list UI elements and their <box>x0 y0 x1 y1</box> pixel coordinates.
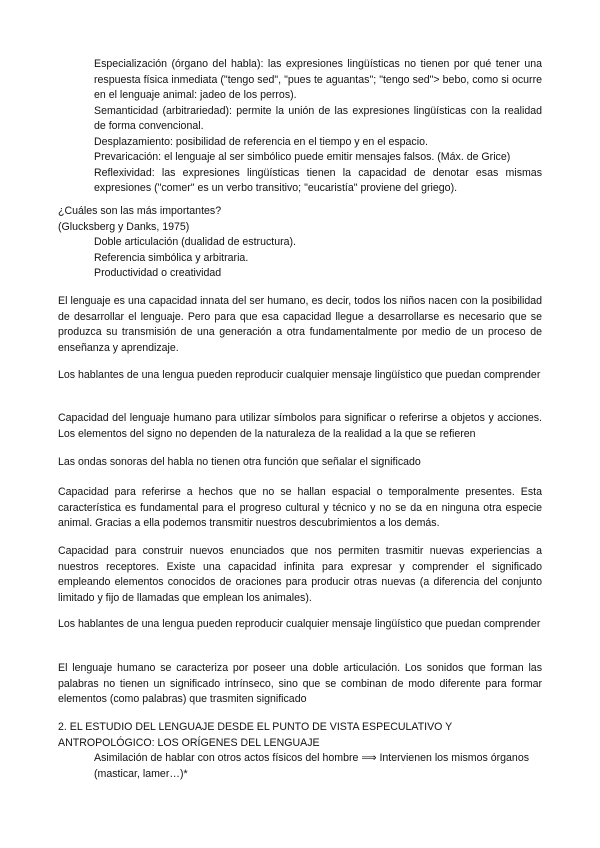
paragraph: El lenguaje es una capacidad innata del ser humano, es decir, todos los niños nacen con la posibilidad de desarrollar el lenguaje. Pero para que esa capacidad llegue a desarrollarse es necesario que se produzca su transmisión de una generación a otra fundamentalmente por medio de un proceso de enseñanza y aprendizaje. <box>58 295 542 354</box>
paragraph: Capacidad del lenguaje humano para utilizar símbolos para significar o referirse a objetos y acciones. Los elementos del signo no dependen de la naturaleza de la realidad a la que se refieren <box>58 412 542 440</box>
paragraph: El lenguaje humano se caracteriza por poseer una doble articulación. Los sonidos que forman las palabras no tienen un significado intrínseco, sino que se combinan de modo diferente para formar elementos (como palabras) que trasmiten significado <box>58 662 542 705</box>
paragraph: Los hablantes de una lengua pueden reproducir cualquier mensaje lingüístico que puedan comprender <box>58 618 541 630</box>
paragraph: Capacidad para construir nuevos enunciados que nos permiten trasmitir nuevas experiencias a nuestros receptores. Existe una capacidad infinita para expresar y comprender el significado empleando elementos conocidos de oraciones para producir otras nuevas (a diferencia del conjunto limitado y fijo de llamadas que emplean los animales). <box>58 545 542 604</box>
paragraph: Los hablantes de una lengua pueden reproducir cualquier mensaje lingüístico que puedan comprender <box>58 369 541 381</box>
final-item: Asimilación de hablar con otros actos físicos del hombre ⟹ Intervienen los mismos órganos (masticar, lamer…)* <box>94 752 530 780</box>
important-item: Referencia simbólica y arbitraria. <box>94 251 249 264</box>
citation: (Glucksberg y Danks, 1975) <box>58 220 190 233</box>
paragraph: Las ondas sonoras del habla no tienen otra función que señalar el significado <box>58 456 421 468</box>
feature-prevaricacion: Prevaricación: el lenguaje al ser simbólico puede emitir mensajes falsos. (Máx. de Grice) <box>94 151 511 163</box>
question-block <box>58 204 542 235</box>
important-list <box>94 235 542 282</box>
feature-desplazamiento: Desplazamiento: posibilidad de referencia en el tiempo y en el espacio. <box>94 135 428 148</box>
important-item: Productividad o creatividad <box>94 267 222 279</box>
important-item: Doble articulación (dualidad de estructura). <box>94 236 296 248</box>
question-heading: ¿Cuáles son las más importantes? <box>58 205 222 217</box>
feature-especializacion: Especialización (órgano del habla): las expresiones lingüísticas no tienen por qué tener una respuesta física inmediata ("tengo sed", "pues te aguantas"; "tengo sed"> bebo, como si ocurre en el lenguaje animal: jadeo de los perros). <box>94 58 542 101</box>
paragraph: Capacidad para referirse a hechos que no se hallan espacial o temporalmente presentes. Esta característica es fundamental para el progreso cultural y técnico y no se da en ninguna otra especie animal. Gracias a ella podemos transmitir nuestros descubrimientos a los demás. <box>58 486 542 529</box>
feature-semanticidad: Semanticidad (arbitrariedad): permite la unión de las expresiones lingüísticas con la realidad de forma convencional. <box>94 104 542 132</box>
section-heading: 2. EL ESTUDIO DEL LENGUAJE DESDE EL PUNTO DE VISTA ESPECULATIVO Y ANTROPOLÓGICO: LOS ORÍGENES DEL LENGUAJE <box>58 721 453 749</box>
feature-reflexividad: Reflexividad: las expresiones lingüísticas tienen la capacidad de denotar esas mismas expresiones ("comer" es un verbo transitivo; "eucaristía" proviene del griego). <box>94 166 542 194</box>
features-list <box>94 57 542 197</box>
